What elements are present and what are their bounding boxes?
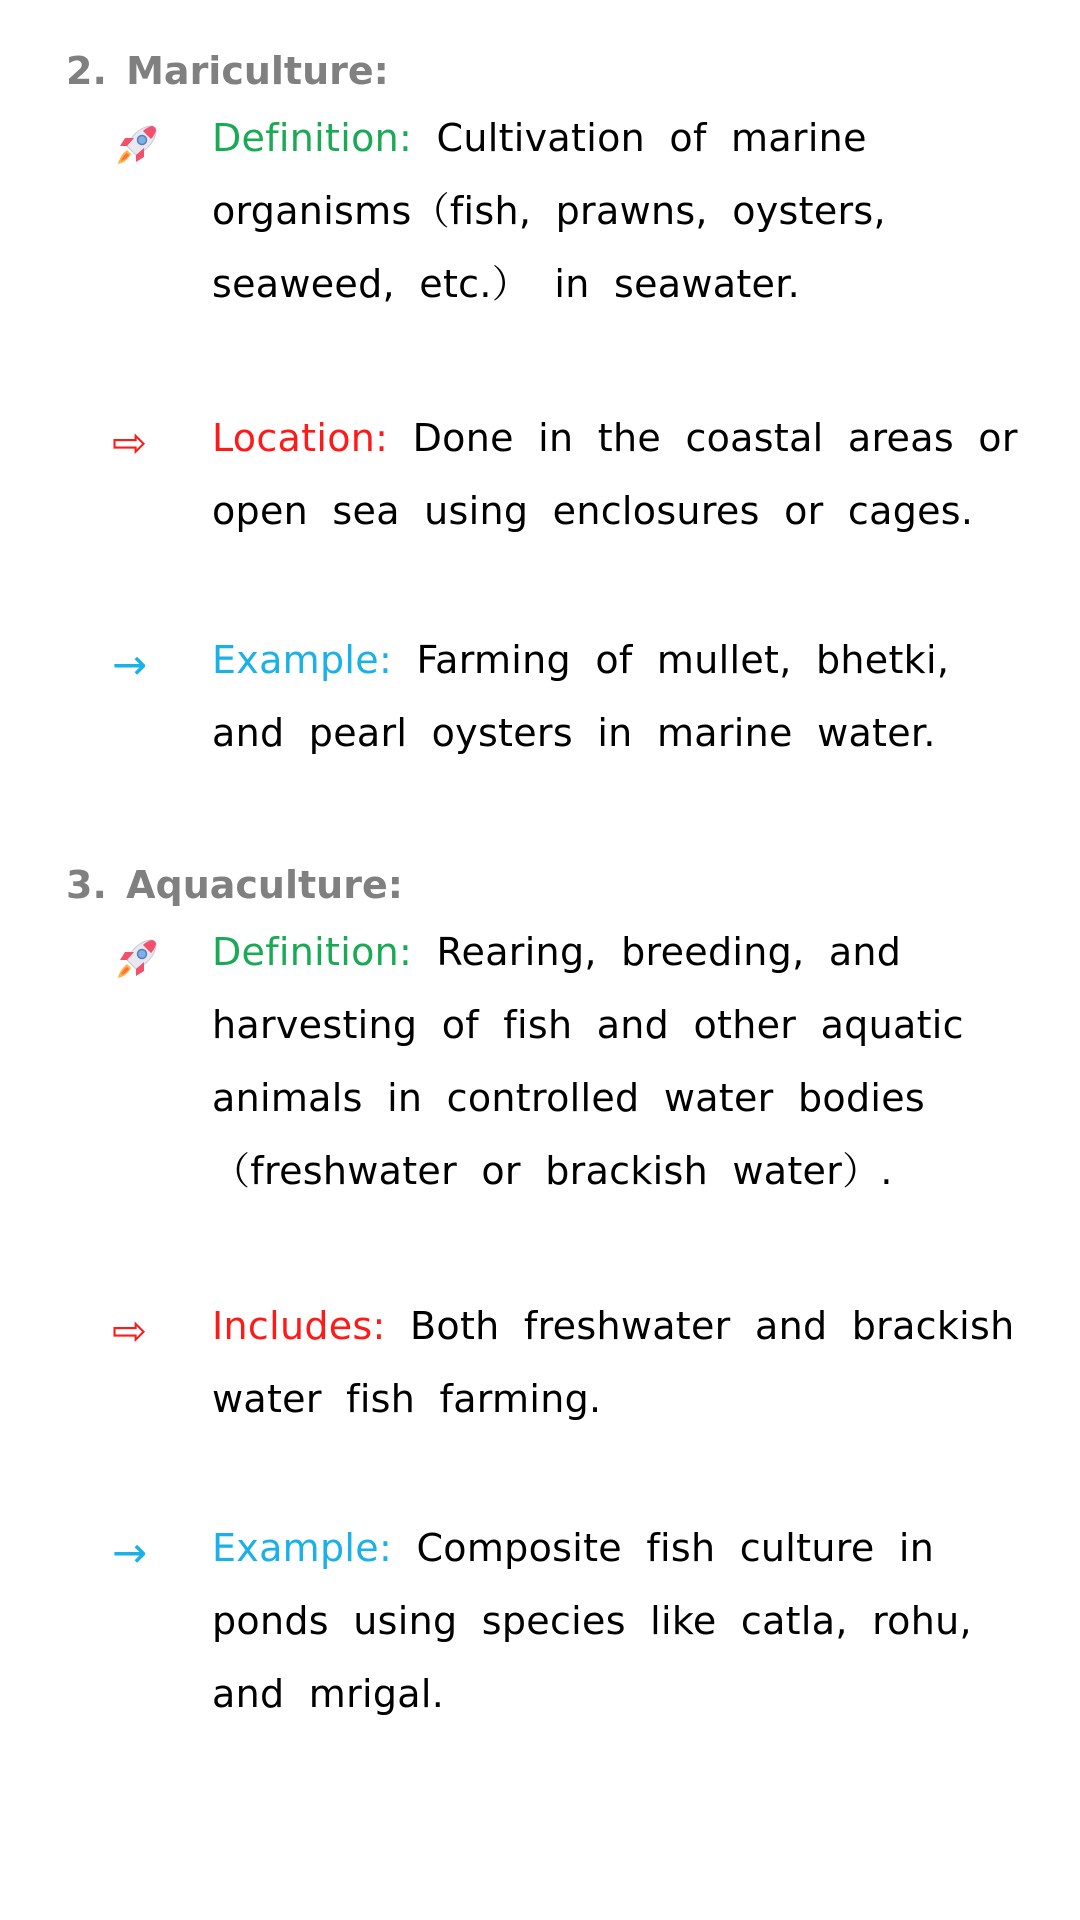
rocket-icon: [112, 934, 172, 994]
item-text: Location: Done in the coastal areas or open sea using enclosures or cages.: [212, 416, 1018, 533]
hollow-arrow-icon: ⇨: [112, 1306, 148, 1355]
includes-label: Includes:: [212, 1304, 386, 1348]
item-text: Includes: Both freshwater and brackish water fish farming.: [212, 1304, 1015, 1421]
definition-label: Definition:: [212, 930, 413, 974]
rocket-icon: [112, 120, 172, 180]
right-arrow-icon: →: [112, 1528, 148, 1577]
right-arrow-icon: →: [112, 640, 148, 689]
example-label: Example:: [212, 1526, 393, 1570]
section-heading-mariculture: 2. Mariculture:: [66, 49, 389, 93]
item-text: Definition: Rearing, breeding, and harvesting of fish and other aquatic animals in controlled water bodies （freshwater or brackish water）.: [212, 930, 964, 1193]
item-text: Example: Farming of mullet, bhetki, and pearl oysters in marine water.: [212, 638, 950, 755]
hollow-arrow-icon: ⇨: [112, 418, 148, 467]
definition-label: Definition:: [212, 116, 413, 160]
location-label: Location:: [212, 416, 389, 460]
item-text: Example: Composite fish culture in ponds using species like catla, rohu, and mrigal.: [212, 1526, 972, 1716]
example-label: Example:: [212, 638, 393, 682]
item-text: Definition: Cultivation of marine organisms（fish, prawns, oysters, seaweed, etc.） in seawater.: [212, 116, 886, 306]
section-heading-aquaculture: 3. Aquaculture:: [66, 863, 403, 907]
